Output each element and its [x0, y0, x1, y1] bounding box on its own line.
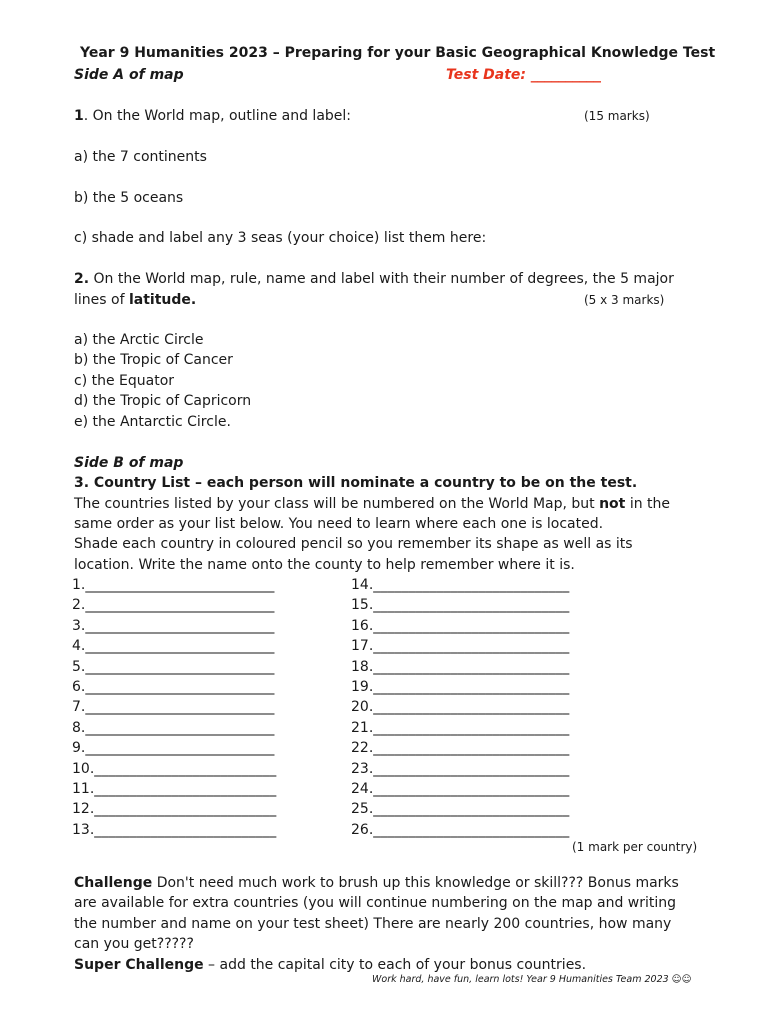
q3-para-line3: Shade each country in coloured pencil so you remember its shape as well as its: [74, 536, 633, 552]
challenge-label: Challenge: [74, 875, 153, 891]
country-blank-line[interactable]: 19.____________________________: [351, 679, 570, 695]
country-blank-line[interactable]: 23.____________________________: [351, 760, 570, 777]
side-b-heading: Side B of map: [74, 455, 184, 471]
q1-marks: (15 marks): [584, 109, 650, 123]
q3-para-pre: The countries listed by your class will be numbered on the World Map, but: [74, 496, 600, 512]
country-blank-line[interactable]: 20.____________________________: [351, 699, 570, 716]
q3-heading: 3. Country List – each person will nominate a country to be on the test.: [74, 475, 638, 491]
q3-para-post: in the: [625, 496, 671, 512]
country-blank-line[interactable]: 2.___________________________: [72, 597, 275, 614]
q2-item-d: d) the Tropic of Capricorn: [74, 393, 252, 409]
q2-item-e: e) the Antarctic Circle.: [74, 414, 231, 430]
country-blank-line[interactable]: 22.____________________________: [351, 740, 570, 757]
country-blank-line[interactable]: 6.___________________________: [72, 679, 275, 695]
country-blank-line[interactable]: 13.__________________________: [72, 821, 277, 838]
country-blank-line[interactable]: 21.____________________________: [351, 719, 570, 736]
q1-item-c: c) shade and label any 3 seas (your choice) list them here:: [74, 230, 487, 246]
country-blank-line[interactable]: 8.___________________________: [72, 719, 275, 736]
q2-item-a: a) the Arctic Circle: [74, 332, 204, 348]
challenge-line2: are available for extra countries (you will continue numbering on the map and writing: [74, 895, 677, 911]
q2-latitude: latitude.: [128, 292, 197, 308]
country-blank-line[interactable]: 26.____________________________: [351, 821, 570, 838]
page-title: Year 9 Humanities 2023 – Preparing for your Basic Geographical Knowledge Test: [80, 45, 716, 61]
q2-number: 2.: [74, 271, 90, 287]
country-blank-line[interactable]: 17.____________________________: [351, 638, 570, 655]
q3-para-line2: same order as your list below. You need to learn where each one is located.: [74, 516, 604, 532]
country-blank-line[interactable]: 16.____________________________: [351, 617, 570, 634]
country-blank-line[interactable]: 18.____________________________: [351, 658, 570, 675]
q2-text-line2: [74, 291, 196, 309]
q2-label-2: lines of: [74, 292, 129, 308]
q3-marks: (1 mark per country): [572, 840, 698, 854]
country-blank-line[interactable]: 12.__________________________: [72, 801, 277, 818]
country-blank-line[interactable]: 4.___________________________: [72, 638, 275, 655]
country-blank-line[interactable]: 14.____________________________: [351, 577, 570, 593]
super-challenge-label: Super Challenge: [74, 957, 204, 973]
q2-label: On the World map, rule, name and label with their number of degrees, the 5 major: [89, 271, 674, 287]
country-blank-line[interactable]: 7.___________________________: [72, 699, 275, 716]
challenge-line1: [74, 874, 679, 892]
q3-para-line4: location. Write the name onto the county to help remember where it is.: [74, 557, 575, 573]
country-blank-line[interactable]: 5.___________________________: [72, 658, 275, 675]
q3-para-not: not: [599, 496, 626, 512]
country-blank-line[interactable]: 1.___________________________: [72, 577, 275, 593]
q1-item-b: b) the 5 oceans: [74, 190, 184, 206]
q2-marks: (5 x 3 marks): [584, 293, 665, 307]
country-blank-line[interactable]: 24.____________________________: [351, 781, 570, 797]
footer-note: Work hard, have fun, learn lots! Year 9 Humanities Team 2023 ☺☺: [372, 974, 692, 985]
q1-text: [74, 107, 351, 125]
q1-item-a: a) the 7 continents: [74, 149, 207, 165]
country-blank-line[interactable]: 9.___________________________: [72, 740, 275, 757]
q1-number: 1: [74, 108, 84, 124]
q1-label: . On the World map, outline and label:: [83, 108, 352, 124]
country-blank-line[interactable]: 10.__________________________: [72, 760, 277, 777]
side-a-heading: Side A of map: [74, 67, 184, 83]
q2-text-line1: [74, 270, 674, 288]
country-blank-line[interactable]: 3.___________________________: [72, 617, 275, 634]
test-date: Test Date: __________: [446, 67, 601, 83]
challenge-line3: the number and name on your test sheet) There are nearly 200 countries, how many: [74, 916, 672, 932]
country-blank-line[interactable]: 25.____________________________: [351, 801, 570, 818]
super-challenge-line: [74, 956, 586, 974]
q2-item-b: b) the Tropic of Cancer: [74, 352, 233, 368]
q2-item-c: c) the Equator: [74, 373, 175, 389]
challenge-text-1: Don't need much work to brush up this knowledge or skill??? Bonus marks: [152, 875, 679, 891]
super-challenge-text: – add the capital city to each of your bonus countries.: [203, 957, 587, 973]
challenge-line4: can you get?????: [74, 936, 194, 952]
q3-para-line1: [74, 495, 670, 513]
country-blank-line[interactable]: 15.____________________________: [351, 597, 570, 614]
country-blank-line[interactable]: 11.__________________________: [72, 781, 277, 797]
